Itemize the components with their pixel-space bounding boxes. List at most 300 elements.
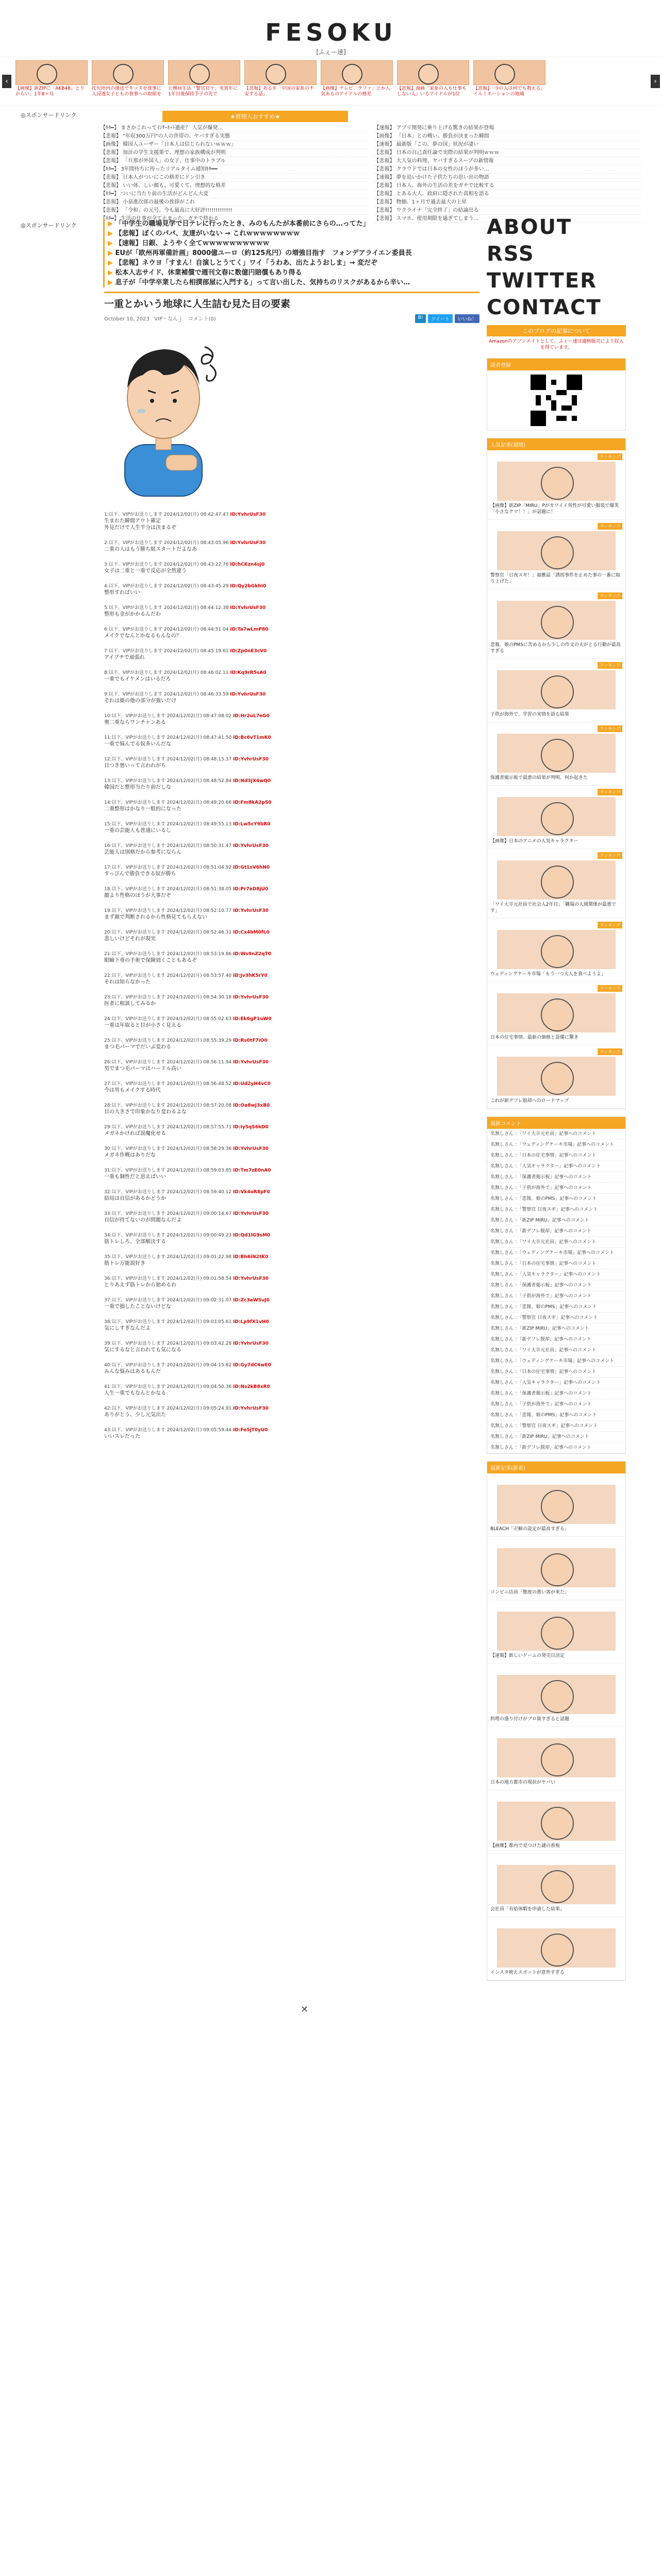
thread-post xyxy=(104,821,475,834)
latest-title[interactable]: 日本の地方都市の現状がヤバい xyxy=(490,1780,556,1785)
post-number-date: 38:以下、VIPがお送りします 2024/12/02(月) 09:03:05.61 xyxy=(104,1319,232,1325)
sponsor-link[interactable]: 【悲報】 "年収300万円"の人の世帯の、ヤバすぎる実態 xyxy=(101,132,368,141)
latest-head: 最新記事(新着) xyxy=(487,1462,625,1473)
thread-post xyxy=(104,735,475,748)
comment-item[interactable]: 名無しさん ：「悲報、娘のPMS」記事へのコメント xyxy=(487,1302,625,1313)
sponsor-link[interactable]: 【速報】 最新版「この、夢の国」状況が凄い xyxy=(374,141,642,149)
post-number-date: 11:以下、VIPがお送りします 2024/12/02(月) 08:47:41.50 xyxy=(104,735,232,740)
carousel-item[interactable] xyxy=(397,60,469,103)
carousel-item[interactable] xyxy=(473,60,545,103)
ranking-thumbnail[interactable] xyxy=(497,734,616,773)
comment-item[interactable]: 名無しさん ：「新ZIP MIRU」記事へのコメント xyxy=(487,1215,625,1226)
thread-post xyxy=(104,1167,475,1180)
thread-post xyxy=(104,540,475,553)
post-body: 一重でもイケメンはいるだろ xyxy=(104,676,171,682)
post-number-date: 21:以下、VIPがお送りします 2024/12/02(月) 08:53:19.86 xyxy=(104,952,232,957)
comment-item[interactable]: 名無しさん ：「保護者掲示板」記事へのコメント xyxy=(487,1388,625,1399)
post-number-date: 28:以下、VIPがお送りします 2024/12/02(月) 08:57:20.08 xyxy=(104,1103,232,1108)
latest-thumbnail[interactable] xyxy=(497,1612,616,1651)
post-body: すっぴんで勝負できる奴が勝ち xyxy=(104,871,176,877)
post-body: 気にしすぎなんだよ xyxy=(104,1326,151,1331)
post-header xyxy=(104,951,475,957)
post-id: ID:Cx4bM0fL0 xyxy=(233,930,270,935)
latest-title[interactable]: BLEACH「卍解の設定が最高すぎる」 xyxy=(490,1527,569,1532)
ranking-thumbnail[interactable] xyxy=(497,797,616,836)
post-header xyxy=(104,1189,475,1195)
carousel-item[interactable] xyxy=(321,60,393,103)
latest-item[interactable] xyxy=(487,1790,625,1854)
post-body: 悲しいけどそれが現実 xyxy=(104,936,156,942)
sponsor-ticker-link[interactable]: ▶ 【悲報】ぼくのパパ、友達がいない → これｗｗｗｗｗｗｗｗ xyxy=(108,229,479,239)
post-number-date: 25:以下、VIPがお送りします 2024/12/02(月) 08:55:39.29 xyxy=(104,1038,232,1043)
contact-link[interactable]: CONTACT xyxy=(487,296,602,319)
latest-item[interactable] xyxy=(487,1537,625,1600)
thread-post xyxy=(104,1384,475,1397)
latest-thumbnail[interactable] xyxy=(497,1485,616,1524)
ranking-thumbnail[interactable] xyxy=(497,860,616,900)
post-header xyxy=(104,648,475,654)
sponsor-link[interactable]: 【ｷﾀ━】 3年間待ちに待ったリアルタイム通知ｷﾀ━━ xyxy=(101,165,368,174)
post-body: メイクでなんとかなるもんなの？ xyxy=(104,633,181,639)
latest-item[interactable] xyxy=(487,1664,625,1727)
post-header xyxy=(104,756,475,762)
article-category[interactable]: VIP・なんｊ xyxy=(154,316,184,322)
post-header xyxy=(104,626,475,633)
ranking-title[interactable]: 悲報、娘のPMSに苦めるから少しの作文の夫がとる行動が最高すぎる xyxy=(490,642,621,654)
ranking-item[interactable] xyxy=(487,589,625,659)
comment-item[interactable]: 名無しさん ：「子供が海外で」記事へのコメント xyxy=(487,1291,625,1302)
comment-item[interactable]: 名無しさん ：「人気キャラクター」記事へのコメント xyxy=(487,1378,625,1388)
post-number-date: 17:以下、VIPがお送りします 2024/12/02(月) 08:51:04.92 xyxy=(104,865,232,870)
post-body: それは顔の他の部分が強いだけ xyxy=(104,698,176,704)
sponsor-link[interactable]: 【悲報】 日本人、海外の生活の差をガチで比較する xyxy=(374,182,642,190)
post-body: 一重の芸能人も普通にいるし xyxy=(104,828,171,834)
thread-post xyxy=(104,778,475,791)
post-body: 芸能人は別格だから参考にならん xyxy=(104,850,181,855)
carousel-thumbnail[interactable] xyxy=(244,60,317,85)
sponsor-link[interactable]: 【悲報】 「旦那が外国人」の女子、仕事中のトラブル xyxy=(101,157,368,165)
latest-thumbnail[interactable] xyxy=(497,1548,616,1587)
rss-link[interactable]: RSS xyxy=(487,242,535,266)
ranking-thumbnail[interactable] xyxy=(497,601,616,640)
site-logo[interactable]: FESOKU xyxy=(265,19,397,46)
sponsor-link[interactable]: 【悲報】 日本の自己責任論で実際の結果が判明ｗｗｗ xyxy=(374,149,642,157)
sponsor-ticker-label: ◎スポンサードリンク xyxy=(21,222,77,229)
hatena-bookmark-button[interactable]: B! xyxy=(415,314,426,323)
post-id: ID:YvhrUsF30 xyxy=(233,1146,269,1151)
sponsor-link[interactable]: 【悲報】 「令和」の元号、今も最高に大好評!!!!!!!!!!!!! xyxy=(101,207,368,215)
latest-title[interactable]: インスタ映えスポットが意外すぎる xyxy=(490,1970,565,1975)
comments-list xyxy=(487,1129,625,1453)
worried-man-illustration xyxy=(104,326,238,501)
post-number-date: 14:以下、VIPがお送りします 2024/12/02(月) 08:49:20.66 xyxy=(104,800,232,805)
post-header xyxy=(104,865,475,871)
ranking-tag: ランキング xyxy=(598,922,622,928)
post-header xyxy=(104,821,475,827)
sponsor-ticker-link[interactable]: ▶ EUが「欧州再軍備計画」8000億ユーロ（約125兆円）の増強目指す フォンデアライエン委員長 xyxy=(108,248,479,258)
thread-post xyxy=(104,886,475,899)
latest-title[interactable]: 【画像】都内で見つけた謎の看板 xyxy=(490,1843,560,1849)
sponsor-link[interactable]: 【ｷﾀ━】 生活の仕事が全て止まった…ガチで終わる xyxy=(101,215,368,223)
qr-code-icon[interactable] xyxy=(531,375,582,426)
post-id: ID:Ek6gP1uW0 xyxy=(233,1016,272,1022)
ranking-item[interactable] xyxy=(487,919,625,982)
comment-item[interactable]: 名無しさん ：「ウェディングケーキ市場」記事へのコメント xyxy=(487,1356,625,1367)
latest-title[interactable]: 会社員「有給休暇を申請した結果」 xyxy=(490,1907,565,1912)
post-header xyxy=(104,1405,475,1412)
comment-item[interactable]: 名無しさん ：「人気キャラクター」記事へのコメント xyxy=(487,1269,625,1280)
post-header xyxy=(104,908,475,914)
post-id: ID:Ud2yH4vC0 xyxy=(233,1081,271,1087)
thread-post xyxy=(104,713,475,726)
ranking-thumbnail[interactable] xyxy=(497,993,616,1032)
post-body: 一重も個性だと思えばいい xyxy=(104,1174,166,1180)
sponsor-link[interactable]: 【悲報】 クラウドでは日本の女性のほうが多い… xyxy=(374,165,642,174)
post-body: 男でまつ毛パーマはハードル高い xyxy=(104,1066,181,1072)
post-body: 目つき悪いって言われがち xyxy=(104,763,166,769)
latest-title[interactable]: 【速報】新しいゲームの発売日決定 xyxy=(490,1653,565,1658)
post-body: みんな悩みはあるもんだ xyxy=(104,1369,161,1375)
comment-item[interactable]: 名無しさん ：「悲報、娘のPMS」記事へのコメント xyxy=(487,1194,625,1205)
thread-post xyxy=(104,691,475,704)
post-id: ID:YvhrUsF30 xyxy=(233,995,269,1000)
ranking-head: 人気記事(週間) xyxy=(487,438,625,450)
thread-post xyxy=(104,800,475,812)
post-number-date: 41:以下、VIPがお送りします 2024/12/02(月) 09:04:50.36 xyxy=(104,1384,232,1389)
comment-item[interactable]: 名無しさん ：「日本の住宅事情」記事へのコメント xyxy=(487,1259,625,1269)
post-number-date: 34:以下、VIPがお送りします 2024/12/02(月) 09:00:49.23 xyxy=(104,1233,232,1238)
ranking-title[interactable]: 警察官「日夜スギ！」福雅誌「誘拐事件を止めた事の一番に取り上げた」 xyxy=(490,573,621,584)
post-body: 筋トレ万能説好き xyxy=(104,1261,145,1266)
sponsor-col-right xyxy=(374,124,642,223)
latest-thumbnail[interactable] xyxy=(497,1928,616,1968)
sponsor-link[interactable]: 【画像】 「日本」との戦い、勝負が決まった瞬間 xyxy=(374,132,642,141)
post-number-date: 10:以下、VIPがお送りします 2024/12/02(月) 08:47:08.02 xyxy=(104,714,232,719)
comment-item[interactable]: 名無しさん ：「ワイ大卒元社員」記事へのコメント xyxy=(487,1129,625,1140)
post-id: ID:Kq9rR5sA0 xyxy=(230,670,267,675)
ranking-item[interactable] xyxy=(487,1045,625,1109)
thread-post xyxy=(104,951,475,964)
comment-item[interactable]: 名無しさん ：「ウェディングケーキ市場」記事へのコメント xyxy=(487,1140,625,1150)
carousel-item-title[interactable]: 【悲報】漫画「家系の人も仕事もしない人」いるアイドルが1位 xyxy=(397,86,467,97)
carousel-item[interactable] xyxy=(15,60,88,103)
ranking-thumbnail[interactable] xyxy=(497,930,616,969)
post-id: ID:YvhrUsF30 xyxy=(233,1211,269,1216)
post-id: ID:Gt1sV6hN0 xyxy=(233,865,270,870)
post-id: ID:Bh6iN2tK0 xyxy=(233,1255,269,1260)
carousel-next-button[interactable]: › xyxy=(651,75,660,88)
post-header xyxy=(104,670,475,676)
ranking-item[interactable] xyxy=(487,982,625,1045)
post-id: ID:YvhrUsF30 xyxy=(230,512,266,517)
ranking-title[interactable]: 日本の住宅事情、最新の価格と設備に驚き xyxy=(490,1035,579,1040)
comment-item[interactable]: 名無しさん ：「日本の住宅事情」記事へのコメント xyxy=(487,1367,625,1378)
like-button[interactable]: いいね！ xyxy=(455,314,479,323)
post-body: メガネかければ誤魔化せる xyxy=(104,1131,166,1137)
comment-item[interactable]: 名無しさん ：「子供が海外で」記事へのコメント xyxy=(487,1183,625,1194)
article-body xyxy=(104,326,475,1440)
comment-item[interactable]: 名無しさん ：「保護者掲示板」記事へのコメント xyxy=(487,1280,625,1291)
ranking-item[interactable] xyxy=(487,520,625,589)
post-body: メガネ作戦はありだな xyxy=(104,1153,156,1158)
post-number-date: 29:以下、VIPがお送りします 2024/12/02(月) 08:57:55.71 xyxy=(104,1125,232,1130)
post-id: ID:YvhrUsF30 xyxy=(233,757,269,762)
carousel-thumbnail[interactable] xyxy=(168,60,240,85)
sponsor-link[interactable]: 【悲報】 物価、1ヶ月で過去最大の上昇 xyxy=(374,198,642,207)
comment-item[interactable]: 名無しさん ：「ワイ大卒元社員」記事へのコメント xyxy=(487,1345,625,1356)
pr-text: Amazonのアソシエイトとして、ふぇー速は適格販売により収入を得ています。 xyxy=(489,339,624,350)
comment-item[interactable]: 名無しさん ：「ワイ大卒元社員」記事へのコメント xyxy=(487,1237,625,1248)
ranking-thumbnail[interactable] xyxy=(497,531,616,570)
post-id: ID:YvhrUsF30 xyxy=(233,1406,269,1411)
sponsor-link[interactable]: 【悲報】 大人気の料理、ヤバすぎるスープの新情報 xyxy=(374,157,642,165)
post-header xyxy=(104,713,475,719)
post-number-date: 13:以下、VIPがお送りします 2024/12/02(月) 08:48:52.84 xyxy=(104,778,232,784)
latest-item[interactable] xyxy=(487,1727,625,1790)
post-body: 眼瞼下垂の手術で保険効くこともあるぞ xyxy=(104,958,197,963)
comment-item[interactable]: 名無しさん ：「新デフレ脱却」記事へのコメント xyxy=(487,1334,625,1345)
twitter-link[interactable]: TWITTER xyxy=(487,269,597,293)
carousel-item[interactable] xyxy=(168,60,240,103)
carousel-item-title[interactable]: 【画像】新ZIPに「AKB48」とりからい」1年8ヶ月 xyxy=(15,86,85,97)
comment-item[interactable]: 名無しさん ：「警察官 日夜スギ」記事へのコメント xyxy=(487,1205,625,1215)
latest-title[interactable]: 料理の盛り付けがプロ級すぎると話題 xyxy=(490,1717,570,1722)
post-header xyxy=(104,1427,475,1433)
post-number-date: 32:以下、VIPがお送りします 2024/12/02(月) 08:59:40.12 xyxy=(104,1190,232,1195)
sponsor-label: ◎スポンサードリンク xyxy=(21,112,77,118)
post-id: ID:Qd1lG9sM0 xyxy=(233,1233,271,1238)
post-number-date: 23:以下、VIPがお送りします 2024/12/02(月) 08:54:30.18 xyxy=(104,995,232,1000)
post-number-date: 39:以下、VIPがお送りします 2024/12/02(月) 09:03:42.28 xyxy=(104,1341,232,1346)
thread-post xyxy=(104,1232,475,1245)
carousel-thumbnail[interactable] xyxy=(397,60,469,85)
ranking-thumbnail[interactable] xyxy=(497,1057,616,1096)
reader-register-box xyxy=(487,358,626,431)
carousel-item-title[interactable]: 【悲報】ある年「中国の家系の不安する話」 xyxy=(244,86,315,97)
ranking-item[interactable] xyxy=(487,659,625,722)
post-id: ID:Zc3aW5uJ0 xyxy=(233,1298,270,1303)
post-id: ID:YvhrUsF30 xyxy=(233,908,269,913)
comment-item[interactable]: 名無しさん ：「子供が海外で」記事へのコメント xyxy=(487,1399,625,1410)
post-header xyxy=(104,1016,475,1022)
sponsor-link[interactable]: 【ｷﾀ━】 ついに当たり前の生活がどんどん大変 xyxy=(101,190,368,198)
sponsor-ticker-link[interactable]: ▶ 息子が「中学卒業したら相撲部屋に入門する」って言い出した、気持ちのリスクがあるから辛い… xyxy=(108,278,479,287)
ranking-item[interactable] xyxy=(487,450,625,520)
latest-item[interactable] xyxy=(487,1917,625,1980)
featured-carousel xyxy=(0,57,662,106)
sponsor-ticker-link[interactable]: ▶ 松本人志サイド、休業補償で週刊文春に数億円賠償もあり得る xyxy=(108,268,479,278)
ranking-item[interactable] xyxy=(487,786,625,849)
ranking-thumbnail[interactable] xyxy=(497,670,616,709)
ranking-box xyxy=(487,438,626,1109)
post-header xyxy=(104,778,475,784)
comments-box xyxy=(487,1116,626,1454)
post-id: ID:Ta7wLmP80 xyxy=(230,627,269,632)
ranking-tag: ランキング xyxy=(598,725,622,732)
post-header xyxy=(104,843,475,849)
post-number-date: 16:以下、VIPがお送りします 2024/12/02(月) 08:50:31.47 xyxy=(104,843,232,849)
latest-thumbnail[interactable] xyxy=(497,1802,616,1841)
latest-list xyxy=(487,1473,625,1980)
carousel-thumbnail[interactable] xyxy=(92,60,164,85)
tweet-button[interactable]: ツイート xyxy=(428,314,453,323)
thread-post xyxy=(104,1254,475,1267)
site-logo-sub: [ふぇー速] xyxy=(316,48,346,56)
latest-item[interactable] xyxy=(487,1473,625,1537)
thread-post xyxy=(104,929,475,942)
ranking-title[interactable]: 【画像】新ZIP「MIRU」Pがカワイイ男性が可愛い服装で爆笑「小さなクマ！！」が話題に！ xyxy=(490,503,619,515)
sponsor-link[interactable]: 【速報】 アプリ開発に乗り上げる驚きの結果が登場 xyxy=(374,124,642,132)
post-number-date: 35:以下、VIPがお送りします 2024/12/02(月) 09:01:22.98 xyxy=(104,1255,232,1260)
carousel-thumbnail[interactable] xyxy=(473,60,545,85)
ranking-tag: ランキング xyxy=(598,592,622,599)
reader-register-head: 読者登録 xyxy=(487,359,625,370)
post-id: ID:YvhrUsF30 xyxy=(230,540,266,546)
sponsor-link[interactable]: 【悲報】 スマホ、使用期限を過ぎてしまう… xyxy=(374,215,642,223)
comment-item[interactable]: 名無しさん ：「新ZIP MIRU」記事へのコメント xyxy=(487,1432,625,1443)
ranking-item[interactable] xyxy=(487,722,625,786)
thread-post xyxy=(104,512,475,531)
post-id: ID:YvhrUsF30 xyxy=(233,843,269,849)
post-header xyxy=(104,1276,475,1282)
post-body: ありがとう、少し元気出た xyxy=(104,1412,166,1418)
sponsor-ticker-link[interactable]: ▶ 【悲報】ネウヨ「すまん！自演しとうてく」ワイ「うわあ、出たようおしま」→ 変だぞ xyxy=(108,258,479,268)
article-title[interactable]: 一重とかいう地球に人生詰む見た目の要素 xyxy=(104,298,291,310)
post-header xyxy=(104,973,475,979)
post-body: 自信が持てないのが問題なんだよ xyxy=(104,1217,181,1223)
post-header xyxy=(104,1297,475,1303)
article-comment-count[interactable]: コメント(0) xyxy=(188,316,216,322)
post-number-date: 27:以下、VIPがお送りします 2024/12/02(月) 08:56:48.52 xyxy=(104,1081,232,1087)
comment-item[interactable]: 名無しさん ：「新デフレ脱却」記事へのコメント xyxy=(487,1443,625,1453)
thread-post xyxy=(104,1405,475,1418)
post-id: ID:Rs0tF7iO0 xyxy=(233,1038,268,1043)
post-number-date: 36:以下、VIPがお送りします 2024/12/02(月) 09:01:58.54 xyxy=(104,1276,232,1281)
carousel-items xyxy=(15,60,647,103)
ranking-title[interactable]: 「ワイ大卒元社員で社会人2年目」「職場の人間関係が最悪です」 xyxy=(490,902,616,913)
post-header xyxy=(104,886,475,892)
sponsor-link[interactable]: 【悲報】 ウクライナ「完全終了」の結論出る xyxy=(374,207,642,215)
comment-item[interactable]: 名無しさん ：「警察官 日夜スギ」記事へのコメント xyxy=(487,1313,625,1324)
post-header xyxy=(104,1103,475,1109)
carousel-item-title[interactable]: 托児所内の運送でキッズを食事に入浸透女子ともの食事への取組を xyxy=(92,86,162,97)
carousel-item-title[interactable]: 【画像】テレビ「ラファ」とか人気あるのアイドルの格差 xyxy=(321,86,390,97)
ranking-thumbnail[interactable] xyxy=(497,462,616,501)
carousel-thumbnail[interactable] xyxy=(321,60,393,85)
post-header xyxy=(104,512,475,518)
comment-item[interactable]: 名無しさん ：「新ZIP MIRU」記事へのコメント xyxy=(487,1324,625,1334)
carousel-item[interactable] xyxy=(244,60,317,103)
post-id: ID:YvhrUsF30 xyxy=(233,1276,269,1281)
thread-post xyxy=(104,1297,475,1310)
post-body: 今は男もメイクする時代 xyxy=(104,1088,161,1093)
sponsor-section xyxy=(0,106,662,222)
post-header xyxy=(104,1146,475,1152)
sponsor-link[interactable]: 【悲報】 いい体、しい顔も、可愛くて、理想的な格差 xyxy=(101,182,368,190)
thread-post xyxy=(104,583,475,596)
article-header xyxy=(104,292,479,323)
post-id: ID:Pr7eD8jU0 xyxy=(233,887,269,892)
ranking-title[interactable]: ウェディングケーキ市場「もう一つ大人を食べようよ」 xyxy=(490,972,606,977)
sponsor-ticker-link[interactable]: ▶ 【速報】日銀、ようやく全てｗｗｗｗｗｗｗｗｗｗ xyxy=(108,239,479,248)
comment-item[interactable]: 名無しさん ：「日本の住宅事情」記事へのコメント xyxy=(487,1150,625,1161)
latest-thumbnail[interactable] xyxy=(497,1675,616,1714)
post-body: それは知らなかった xyxy=(104,979,151,985)
sponsor-link[interactable]: 【悲報】 加計の学生支援策で、理想の家族構成が判明 xyxy=(101,149,368,157)
sponsor-link[interactable]: 【悲報】 日本人がついにこの格差にドン引き xyxy=(101,174,368,182)
carousel-item[interactable] xyxy=(92,60,164,103)
carousel-prev-button[interactable]: ‹ xyxy=(2,75,11,88)
thread-post xyxy=(104,1016,475,1029)
about-link[interactable]: ABOUT xyxy=(487,215,572,239)
post-id: ID:Oa8wJ3xB0 xyxy=(233,1103,270,1108)
comment-item[interactable]: 名無しさん ：「警察官 日夜スギ」記事へのコメント xyxy=(487,1421,625,1432)
post-id: ID:YvhrUsF30 xyxy=(230,605,266,611)
post-header xyxy=(104,1232,475,1239)
comment-item[interactable]: 名無しさん ：「ウェディングケーキ市場」記事へのコメント xyxy=(487,1248,625,1259)
thread-post xyxy=(104,626,475,639)
sponsor-link[interactable]: 【速報】 夢を追いかけた子供たちの思い出の物語 xyxy=(374,174,642,182)
latest-item[interactable] xyxy=(487,1600,625,1664)
latest-item[interactable] xyxy=(487,1854,625,1917)
ranking-title[interactable]: 【画像】日本のアニメの人気キャラクター xyxy=(490,839,578,844)
post-number-date: 31:以下、VIPがお送りします 2024/12/02(月) 08:59:03.85 xyxy=(104,1168,232,1173)
post-body: 女子は二重と一重で反応が全然違う xyxy=(104,568,187,574)
post-body: 結局は自信があるかどうか xyxy=(104,1196,166,1201)
post-number-date: 33:以下、VIPがお送りします 2024/12/02(月) 09:00:14.67 xyxy=(104,1211,232,1216)
carousel-item-title[interactable]: 公務員生活「警官官十」実質年に1年目後保持予子の先で xyxy=(168,86,238,97)
latest-title[interactable]: コンビニ店員「態度の悪い客が来た」 xyxy=(490,1590,570,1595)
comment-item[interactable]: 名無しさん ：「人気キャラクター」記事へのコメント xyxy=(487,1161,625,1172)
sponsor-link[interactable]: 【悲報】 小泉進次郎の最後の挨拶がこれ xyxy=(101,198,368,207)
ranking-title[interactable]: 子供が海外で、学習の実情を語る結果 xyxy=(490,712,569,717)
sidebar xyxy=(487,214,626,1981)
content-wrap xyxy=(0,214,662,1981)
close-icon[interactable]: ✕ xyxy=(301,2004,309,2015)
comment-item[interactable]: 名無しさん ：「新デフレ脱却」記事へのコメント xyxy=(487,1226,625,1237)
post-body: 整形も金がかかるんだわ xyxy=(104,612,161,617)
carousel-thumbnail[interactable] xyxy=(15,60,88,85)
post-body: 気にするなと言われても気になる xyxy=(104,1347,181,1353)
post-number-date: 40:以下、VIPがお送りします 2024/12/02(月) 09:04:15.82 xyxy=(104,1363,232,1368)
sponsor-link[interactable]: 【悲報】 とある大人、政府に隠された真相を語る xyxy=(374,190,642,198)
ranking-tag: ランキング xyxy=(598,985,622,992)
post-body: まず顔で判断されるから性格見てもらえない xyxy=(104,914,207,920)
sponsor-head: ★管理人おすすめ★ xyxy=(162,111,348,122)
post-header xyxy=(104,929,475,936)
post-header xyxy=(104,1167,475,1174)
sponsor-link[interactable]: 【ｷﾀ━】 まさかこれってｲﾝﾀｰﾈｯﾄ遺産？ 人気が爆発… xyxy=(101,124,368,132)
comment-item[interactable]: 名無しさん ：「悲報、娘のPMS」記事へのコメント xyxy=(487,1410,625,1421)
post-body: 一重は年取ると目が小さく見える xyxy=(104,1023,181,1028)
post-id: ID:Gy7dC4wE0 xyxy=(233,1363,271,1368)
post-header xyxy=(104,1059,475,1065)
carousel-item-title[interactable]: 【悲報】「今の人は何でも教える」イルミネーションの地域 xyxy=(473,86,545,97)
sponsor-link[interactable]: 【画像】 韓国人ユーザー「日本人は信じられないｗｗｗ」 xyxy=(101,141,368,149)
comment-item[interactable]: 名無しさん ：「保護者掲示板」記事へのコメント xyxy=(487,1172,625,1183)
post-body: 筋トレしろ、全部解決する xyxy=(104,1239,166,1245)
thread-post xyxy=(104,1146,475,1159)
share-buttons xyxy=(415,314,479,323)
post-header xyxy=(104,1124,475,1130)
latest-thumbnail[interactable] xyxy=(497,1738,616,1777)
ranking-item[interactable] xyxy=(487,849,625,919)
sponsor-ticker-link[interactable]: ▶ 「中学生の職場見学で日テレに行ったとき、みのもんたが本番前にさらの…ってた」 xyxy=(108,219,479,229)
ranking-title[interactable]: これが新デフレ脱却へのロードマップ xyxy=(490,1098,569,1104)
ranking-title[interactable]: 保護者掲示板で最悪の結果が判明、何か起きた xyxy=(490,775,588,781)
post-number-date: 22:以下、VIPがお送りします 2024/12/02(月) 08:53:57.40 xyxy=(104,973,232,978)
latest-thumbnail[interactable] xyxy=(497,1865,616,1904)
